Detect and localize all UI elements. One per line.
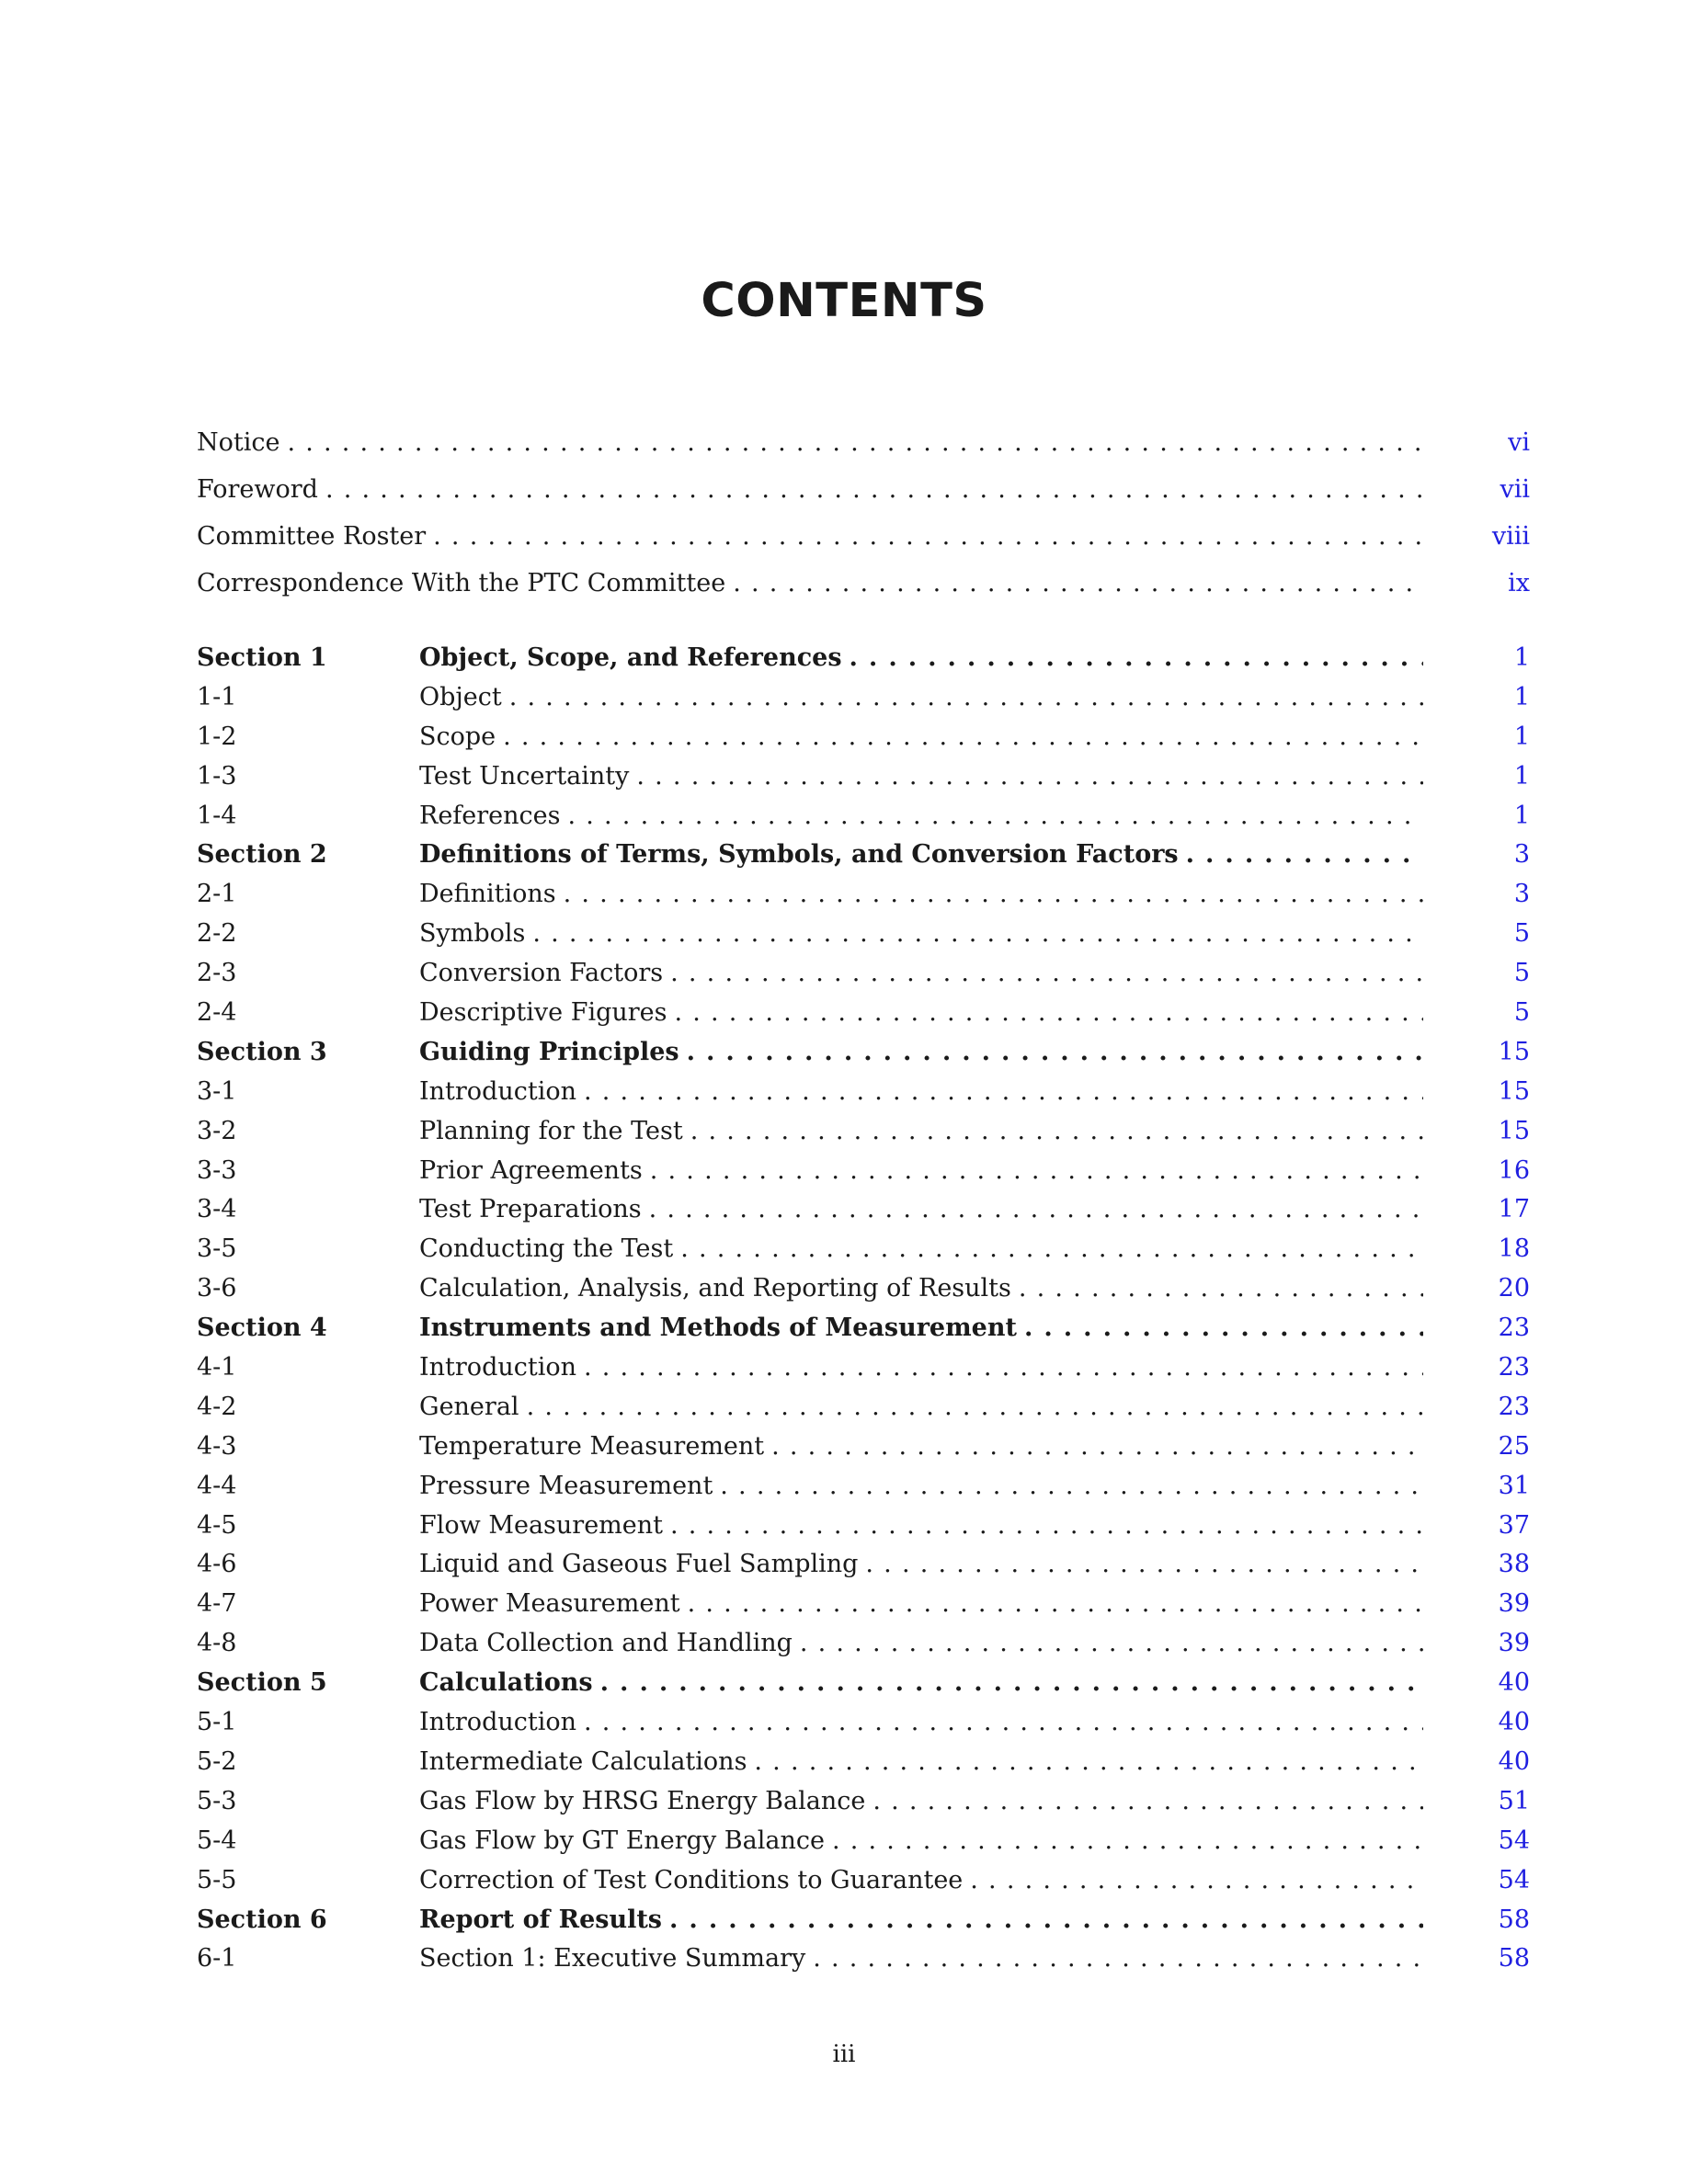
dot-leader bbox=[970, 1866, 1423, 1894]
page-link[interactable]: 3 bbox=[1513, 880, 1530, 909]
dot-leader bbox=[325, 475, 1423, 504]
page-link[interactable]: 1 bbox=[1513, 801, 1530, 830]
dot-leader bbox=[690, 1117, 1423, 1145]
dot-leader bbox=[600, 1668, 1423, 1697]
toc-entry[interactable] bbox=[197, 1195, 1530, 1234]
entry-title: Guiding Principles bbox=[419, 1038, 687, 1066]
entry-number: 2-2 bbox=[197, 919, 237, 949]
page-link[interactable]: 5 bbox=[1513, 998, 1530, 1028]
toc-section-entry[interactable] bbox=[197, 1905, 1530, 1945]
entry-title-leader bbox=[419, 643, 1423, 672]
dot-leader bbox=[687, 1038, 1423, 1066]
entry-title-leader bbox=[419, 1708, 1423, 1736]
entry-number: 4-7 bbox=[197, 1589, 237, 1619]
page-link[interactable]: 5 bbox=[1513, 919, 1530, 949]
entry-number: 5-2 bbox=[197, 1746, 237, 1776]
entry-title: Test Preparations bbox=[419, 1195, 649, 1223]
entry-title: Foreword bbox=[197, 475, 325, 504]
entry-number: 2-4 bbox=[197, 998, 237, 1028]
page-link[interactable]: ix bbox=[1508, 569, 1530, 597]
page-link[interactable]: 23 bbox=[1498, 1392, 1530, 1421]
dot-leader bbox=[584, 1708, 1423, 1736]
page-link[interactable]: 31 bbox=[1498, 1471, 1530, 1500]
entry-title-leader bbox=[419, 1432, 1423, 1461]
toc-entry[interactable] bbox=[197, 1393, 1530, 1432]
entry-title-leader bbox=[419, 1156, 1423, 1185]
entry-title: Conducting the Test bbox=[419, 1234, 680, 1263]
page-link[interactable]: vii bbox=[1500, 475, 1530, 504]
page-link[interactable]: 58 bbox=[1498, 1905, 1530, 1934]
dot-leader bbox=[832, 1826, 1423, 1855]
toc-entry[interactable] bbox=[197, 1747, 1530, 1787]
entry-number: 4-6 bbox=[197, 1550, 237, 1579]
toc-entry[interactable] bbox=[197, 722, 1530, 762]
entry-title: Correction of Test Conditions to Guarantee bbox=[419, 1866, 970, 1894]
dot-leader bbox=[509, 683, 1423, 711]
entry-title-leader bbox=[197, 569, 1423, 597]
entry-title: Definitions bbox=[419, 880, 564, 908]
page-link[interactable]: 23 bbox=[1498, 1314, 1530, 1343]
entry-number: 2-3 bbox=[197, 959, 237, 988]
page-link[interactable]: 40 bbox=[1498, 1746, 1530, 1776]
entry-title: Test Uncertainty bbox=[419, 762, 636, 791]
entry-number: 1-4 bbox=[197, 801, 237, 830]
dot-leader bbox=[865, 1550, 1423, 1578]
dot-leader bbox=[564, 880, 1423, 908]
page-link[interactable]: 38 bbox=[1498, 1550, 1530, 1579]
page-link[interactable]: 1 bbox=[1513, 722, 1530, 751]
entry-title-leader bbox=[419, 1629, 1423, 1657]
entry-title-leader bbox=[419, 1472, 1423, 1500]
toc-entry[interactable] bbox=[197, 1511, 1530, 1551]
entry-title-leader bbox=[419, 1866, 1423, 1894]
toc-entry[interactable] bbox=[197, 1472, 1530, 1511]
entry-title: Descriptive Figures bbox=[419, 998, 675, 1027]
entry-title: Liquid and Gaseous Fuel Sampling bbox=[419, 1550, 865, 1578]
toc-entry[interactable] bbox=[197, 762, 1530, 802]
entry-title: Planning for the Test bbox=[419, 1117, 690, 1145]
entry-number: 5-3 bbox=[197, 1786, 237, 1815]
toc-entry[interactable] bbox=[197, 959, 1530, 998]
page-link[interactable]: 15 bbox=[1498, 1116, 1530, 1145]
entry-title-leader bbox=[419, 1353, 1423, 1382]
entry-title-leader bbox=[419, 1234, 1423, 1263]
page-link[interactable]: 37 bbox=[1498, 1510, 1530, 1540]
entry-title: Calculations bbox=[419, 1668, 600, 1697]
page-link[interactable]: 40 bbox=[1498, 1668, 1530, 1698]
page-link[interactable]: 1 bbox=[1513, 761, 1530, 791]
toc-entry[interactable] bbox=[197, 1708, 1530, 1747]
toc-entry[interactable] bbox=[197, 475, 1530, 522]
entry-title-leader bbox=[419, 1826, 1423, 1855]
toc-entry[interactable] bbox=[197, 1629, 1530, 1668]
entry-title: Pressure Measurement bbox=[419, 1472, 720, 1500]
page-link[interactable]: 1 bbox=[1513, 643, 1530, 672]
toc-list bbox=[197, 643, 1530, 1984]
entry-title: Notice bbox=[197, 428, 287, 457]
entry-title-leader bbox=[419, 722, 1423, 751]
entry-title: References bbox=[419, 802, 568, 830]
entry-title-leader bbox=[419, 1314, 1423, 1342]
page-number: iii bbox=[832, 2041, 856, 2068]
entry-title-leader bbox=[419, 1077, 1423, 1106]
entry-number: 4-5 bbox=[197, 1510, 237, 1540]
toc-entry[interactable] bbox=[197, 1550, 1530, 1589]
dot-leader bbox=[873, 1787, 1423, 1815]
toc-entry[interactable] bbox=[197, 1432, 1530, 1472]
entry-title-leader bbox=[419, 1274, 1423, 1302]
page-link[interactable]: 1 bbox=[1513, 682, 1530, 711]
entry-title-leader bbox=[419, 1905, 1423, 1934]
entry-number: 5-5 bbox=[197, 1865, 237, 1894]
entry-title-leader bbox=[419, 1747, 1423, 1776]
entry-title: Committee Roster bbox=[197, 522, 433, 551]
entry-number: 3-6 bbox=[197, 1274, 237, 1303]
entry-number: Section 1 bbox=[197, 643, 327, 672]
entry-title: Section 1: Executive Summary bbox=[419, 1944, 813, 1973]
entry-title-leader bbox=[419, 1787, 1423, 1815]
entry-number: Section 5 bbox=[197, 1668, 327, 1698]
entry-title-leader bbox=[419, 1195, 1423, 1223]
dot-leader bbox=[813, 1944, 1423, 1973]
entry-title-leader bbox=[419, 762, 1423, 791]
toc-entry[interactable] bbox=[197, 1353, 1530, 1393]
entry-number: 4-3 bbox=[197, 1431, 237, 1461]
page-link[interactable]: 23 bbox=[1498, 1353, 1530, 1382]
dot-leader bbox=[720, 1472, 1423, 1500]
dot-leader bbox=[287, 428, 1423, 457]
page-link[interactable]: 58 bbox=[1498, 1944, 1530, 1974]
entry-number: 1-1 bbox=[197, 682, 237, 711]
entry-title: Prior Agreements bbox=[419, 1156, 650, 1185]
dot-leader bbox=[650, 1156, 1423, 1185]
entry-number: 3-1 bbox=[197, 1076, 237, 1106]
dot-leader bbox=[771, 1432, 1423, 1461]
toc-entry[interactable] bbox=[197, 919, 1530, 959]
entry-title: Intermediate Calculations bbox=[419, 1747, 754, 1776]
entry-title-leader bbox=[419, 1550, 1423, 1578]
entry-title: Introduction bbox=[419, 1353, 584, 1382]
toc-section-entry[interactable] bbox=[197, 643, 1530, 683]
toc-entry[interactable] bbox=[197, 1117, 1530, 1156]
entry-title: Calculation, Analysis, and Reporting of Results bbox=[419, 1274, 1019, 1302]
entry-number: Section 6 bbox=[197, 1905, 327, 1934]
page-link[interactable]: 51 bbox=[1498, 1786, 1530, 1815]
dot-leader bbox=[649, 1195, 1423, 1223]
dot-leader bbox=[850, 643, 1423, 672]
entry-title-leader bbox=[419, 1668, 1423, 1697]
toc-entry[interactable] bbox=[197, 998, 1530, 1038]
toc-entry[interactable] bbox=[197, 802, 1530, 841]
entry-title-leader bbox=[419, 998, 1423, 1027]
entry-number: 1-2 bbox=[197, 722, 237, 751]
toc-entry[interactable] bbox=[197, 1826, 1530, 1866]
entry-number: Section 4 bbox=[197, 1314, 327, 1343]
entry-title-leader bbox=[419, 1038, 1423, 1066]
page-link[interactable]: 16 bbox=[1498, 1155, 1530, 1185]
entry-title: Data Collection and Handling bbox=[419, 1629, 800, 1657]
toc-entry[interactable] bbox=[197, 1944, 1530, 1984]
entry-title-leader bbox=[419, 919, 1423, 948]
entry-title-leader bbox=[419, 1393, 1423, 1421]
entry-title-leader bbox=[419, 1117, 1423, 1145]
entry-number: 5-1 bbox=[197, 1708, 237, 1737]
entry-title-leader bbox=[419, 840, 1423, 869]
entry-title: Gas Flow by GT Energy Balance bbox=[419, 1826, 832, 1855]
entry-title: Report of Results bbox=[419, 1905, 669, 1934]
toc-entry[interactable] bbox=[197, 1156, 1530, 1196]
dot-leader bbox=[503, 722, 1423, 751]
entry-title: General bbox=[419, 1393, 527, 1421]
entry-title: Symbols bbox=[419, 919, 532, 948]
entry-title-leader bbox=[197, 428, 1423, 457]
dot-leader bbox=[680, 1234, 1423, 1263]
entry-title-leader bbox=[419, 1589, 1423, 1618]
dot-leader bbox=[1024, 1314, 1423, 1342]
page-link[interactable]: 3 bbox=[1513, 840, 1530, 870]
page-link[interactable]: 25 bbox=[1498, 1431, 1530, 1461]
entry-title: Object, Scope, and References bbox=[419, 643, 850, 672]
toc-entry[interactable] bbox=[197, 522, 1530, 569]
dot-leader bbox=[568, 802, 1423, 830]
entry-title: Conversion Factors bbox=[419, 959, 670, 987]
entry-number: 4-2 bbox=[197, 1392, 237, 1421]
entry-title: Correspondence With the PTC Committee bbox=[197, 569, 733, 597]
toc-entry[interactable] bbox=[197, 1589, 1530, 1629]
dot-leader bbox=[584, 1077, 1423, 1106]
dot-leader bbox=[433, 522, 1423, 551]
page-link[interactable]: 15 bbox=[1498, 1076, 1530, 1106]
page-link[interactable]: 17 bbox=[1498, 1195, 1530, 1224]
dot-leader bbox=[527, 1393, 1423, 1421]
dot-leader bbox=[584, 1353, 1423, 1382]
toc-entry[interactable] bbox=[197, 1866, 1530, 1905]
entry-title: Object bbox=[419, 683, 509, 711]
toc-entry[interactable] bbox=[197, 1234, 1530, 1274]
dot-leader bbox=[636, 762, 1423, 791]
toc-entry[interactable] bbox=[197, 880, 1530, 919]
entry-number: 4-1 bbox=[197, 1353, 237, 1382]
dot-leader bbox=[670, 1511, 1423, 1540]
entry-number: 3-2 bbox=[197, 1116, 237, 1145]
dot-leader bbox=[733, 569, 1423, 597]
entry-title: Instruments and Methods of Measurement bbox=[419, 1314, 1024, 1342]
dot-leader bbox=[675, 998, 1423, 1027]
entry-number: Section 2 bbox=[197, 840, 327, 870]
entry-number: 2-1 bbox=[197, 880, 237, 909]
entry-title: Scope bbox=[419, 722, 503, 751]
toc-entry[interactable] bbox=[197, 569, 1530, 616]
toc-entry[interactable] bbox=[197, 1077, 1530, 1117]
entry-number: 4-8 bbox=[197, 1629, 237, 1658]
dot-leader bbox=[532, 919, 1423, 948]
dot-leader bbox=[670, 959, 1423, 987]
entry-number: 3-4 bbox=[197, 1195, 237, 1224]
toc-section-entry[interactable] bbox=[197, 1668, 1530, 1708]
entry-number: 6-1 bbox=[197, 1944, 237, 1974]
page-title: CONTENTS bbox=[701, 274, 987, 328]
dot-leader bbox=[800, 1629, 1423, 1657]
page-link[interactable]: 18 bbox=[1498, 1234, 1530, 1264]
entry-number: 1-3 bbox=[197, 761, 237, 791]
entry-title: Flow Measurement bbox=[419, 1511, 670, 1540]
entry-title: Introduction bbox=[419, 1077, 584, 1106]
page-link[interactable]: 40 bbox=[1498, 1708, 1530, 1737]
page-link[interactable]: 39 bbox=[1498, 1629, 1530, 1658]
entry-title: Introduction bbox=[419, 1708, 584, 1736]
dot-leader bbox=[688, 1589, 1423, 1618]
toc-section-entry[interactable] bbox=[197, 840, 1530, 880]
entry-number: 3-3 bbox=[197, 1155, 237, 1185]
entry-title-leader bbox=[419, 1944, 1423, 1973]
dot-leader bbox=[1186, 840, 1423, 869]
front-matter-list bbox=[197, 428, 1530, 616]
entry-title-leader bbox=[197, 475, 1423, 504]
entry-title-leader bbox=[419, 802, 1423, 830]
entry-number: Section 3 bbox=[197, 1037, 327, 1066]
entry-title: Gas Flow by HRSG Energy Balance bbox=[419, 1787, 873, 1815]
toc-entry[interactable] bbox=[197, 1787, 1530, 1826]
page-link[interactable]: 15 bbox=[1498, 1037, 1530, 1066]
page-link[interactable]: 39 bbox=[1498, 1589, 1530, 1619]
entry-title: Temperature Measurement bbox=[419, 1432, 771, 1461]
toc-section-entry[interactable] bbox=[197, 1314, 1530, 1353]
toc-entry[interactable] bbox=[197, 428, 1530, 475]
entry-title-leader bbox=[419, 1511, 1423, 1540]
entry-title-leader bbox=[197, 522, 1423, 551]
entry-title-leader bbox=[419, 683, 1423, 711]
entry-number: 4-4 bbox=[197, 1471, 237, 1500]
dot-leader bbox=[1019, 1274, 1423, 1302]
entry-title-leader bbox=[419, 959, 1423, 987]
entry-title-leader bbox=[419, 880, 1423, 908]
entry-number: 3-5 bbox=[197, 1234, 237, 1264]
entry-title: Definitions of Terms, Symbols, and Conversion Factors bbox=[419, 840, 1186, 869]
page-link[interactable]: 20 bbox=[1498, 1274, 1530, 1303]
page-link[interactable]: 5 bbox=[1513, 959, 1530, 988]
dot-leader bbox=[669, 1905, 1423, 1934]
dot-leader bbox=[754, 1747, 1423, 1776]
toc-section-entry[interactable] bbox=[197, 1038, 1530, 1077]
entry-title: Power Measurement bbox=[419, 1589, 688, 1618]
page-link[interactable]: 54 bbox=[1498, 1865, 1530, 1894]
page-link[interactable]: vi bbox=[1508, 428, 1530, 457]
page-link[interactable]: 54 bbox=[1498, 1826, 1530, 1855]
toc-entry[interactable] bbox=[197, 1274, 1530, 1314]
entry-number: 5-4 bbox=[197, 1826, 237, 1855]
toc-entry[interactable] bbox=[197, 683, 1530, 722]
page-link[interactable]: viii bbox=[1491, 522, 1530, 551]
